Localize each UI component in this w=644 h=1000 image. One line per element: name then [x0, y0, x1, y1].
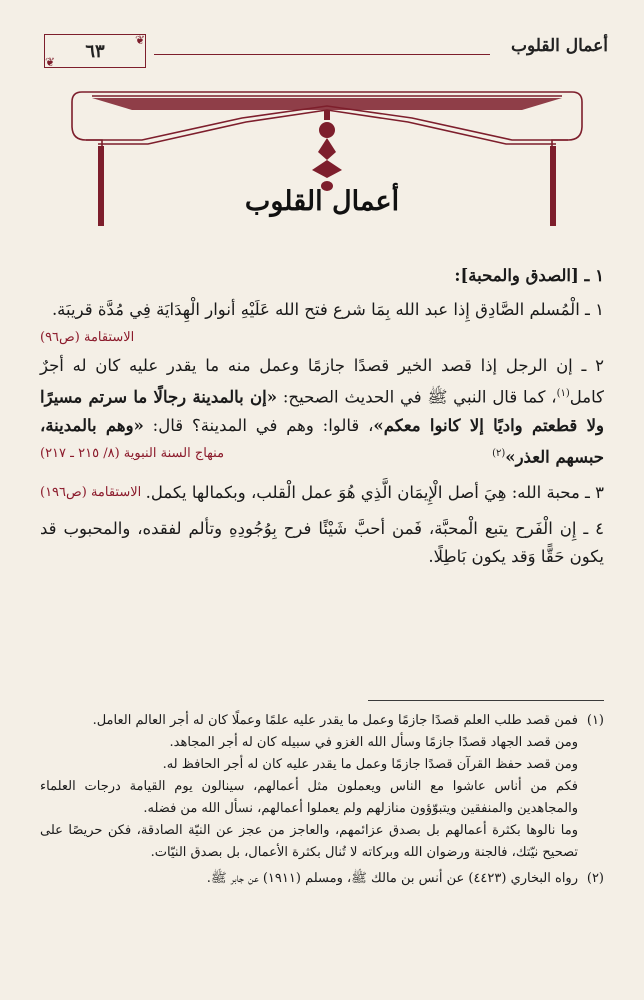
footnote-line: ومن قصد حفظ القرآن قصدًا جازمًا وعمل ما يقدر عليه كان له أجر الحافظ له. [162, 757, 578, 772]
paragraph-2-reference: منهاج السنة النبوية (٨/ ٢١٥ ـ ٢١٧) [40, 445, 225, 461]
running-title: أعمال القلوب [510, 36, 608, 56]
paragraph-2-lead: ٢ ـ إن الرجل إذا قصد الخير قصدًا جازمًا وعمل منه ما يقدر عليه كان له أجرٌ كامل [40, 356, 605, 407]
footnote-1-number: (١) [586, 713, 604, 728]
running-header [44, 34, 608, 70]
hadith-quote-2: «وهم بالمدينة، حبسهم العذر» [40, 415, 604, 466]
paragraph-2 [40, 352, 604, 471]
footnote-line: فمن قصد طلب العلم قصدًا جازمًا وعمل ما يقدر عليه علمًا وعملًا كان له أجر العالم العامل. [92, 713, 578, 728]
header-rule [154, 54, 490, 55]
footnote-2 [40, 868, 604, 890]
section-title: ١ ـ [الصدق والمحبة]: [454, 266, 604, 285]
chapter-title: أعمال القلوب [244, 186, 400, 217]
paragraph-3 [40, 479, 604, 507]
footnote-line: رواه البخاري (٤٤٢٣) عن أنس بن مالك ﷺ، ومسلم (١٩١١) عن جابر ﷺ. [206, 871, 578, 886]
footnote-line: فكم من أناس عاشوا مع الناس ويعملون مثل أعمالهم، سينالون يوم القيامة درجات العلماء والمجاهدين والمنفقين ويتبوّؤون منازلهم ولم يعملوا أعمالهم، نسأل الله من فضله. [40, 779, 578, 816]
footnote-line: ومن قصد الجهاد قصدًا جازمًا وسأل الله الغزو في سبيله كان له أجر المجاهد. [169, 735, 578, 750]
paragraph-1-reference: الاستقامة (ص٩٦) [40, 330, 135, 345]
footnote-marker-2: (٢) [492, 447, 506, 459]
paragraph-2-mid: ، كما قال النبي ﷺ في الحديث الصحيح: [277, 387, 557, 407]
footnote-2-number: (٢) [586, 871, 604, 886]
corner-ornament-icon: ❦ [134, 33, 146, 47]
paragraph-2-mid2: ، قالوا: وهم في المدينة؟ قال: [143, 415, 374, 435]
main-text [40, 262, 604, 571]
paragraph-1-text: ١ ـ الْمُسلم الصَّادِق إِذا عبد الله بِمَا شرع فتح الله عَلَيْهِ أنوار الْهِدَايَة فِي مُدَّة قريبَة. [51, 300, 604, 319]
paragraph-3-text: ٣ ـ محبة الله: هِيَ أصل الْإِيمَان الَّذِي هُوَ عمل الْقلب، وبكمالها يكمل. [145, 483, 604, 502]
page-number: ٦٣ [85, 40, 105, 62]
footnote-separator [368, 700, 604, 701]
page-number-box [44, 34, 146, 68]
paragraph-3-reference: الاستقامة (ص١٩٦) [40, 485, 142, 500]
hadith-quote-1: «إن بالمدينة رجالًا ما سرتم مسيرًا ولا قطعتم واديًا إلا كانوا معكم» [40, 387, 604, 435]
paragraph-4-text: ٤ ـ إِن الْفَرح يتبع الْمحبَّة، فَمن أحبَّ شَيْئًا فرح بِوُجُودِهِ وتألم لفقده، والمحبوب قد يكون حَقًّا وَقد يكون بَاطِلًا. [40, 519, 604, 566]
footnote-line: وما نالوها بكثرة أعمالهم بل بصدق عزائمهم، والعاجز من عجز عن النيّة الصادقة، فكن حريصًا على تصحيح نيّتك، فالجنة ورضوان الله وبركاته لا تُنال بكثرة الأعمال، بل بصدق النيّات. [40, 823, 578, 860]
footnote-marker-1: (١) [556, 388, 570, 399]
paragraph-4 [40, 515, 604, 571]
paragraph-1 [40, 296, 604, 345]
footnotes [40, 710, 604, 890]
corner-ornament-icon: ❦ [44, 55, 56, 69]
footnote-1 [40, 710, 604, 864]
